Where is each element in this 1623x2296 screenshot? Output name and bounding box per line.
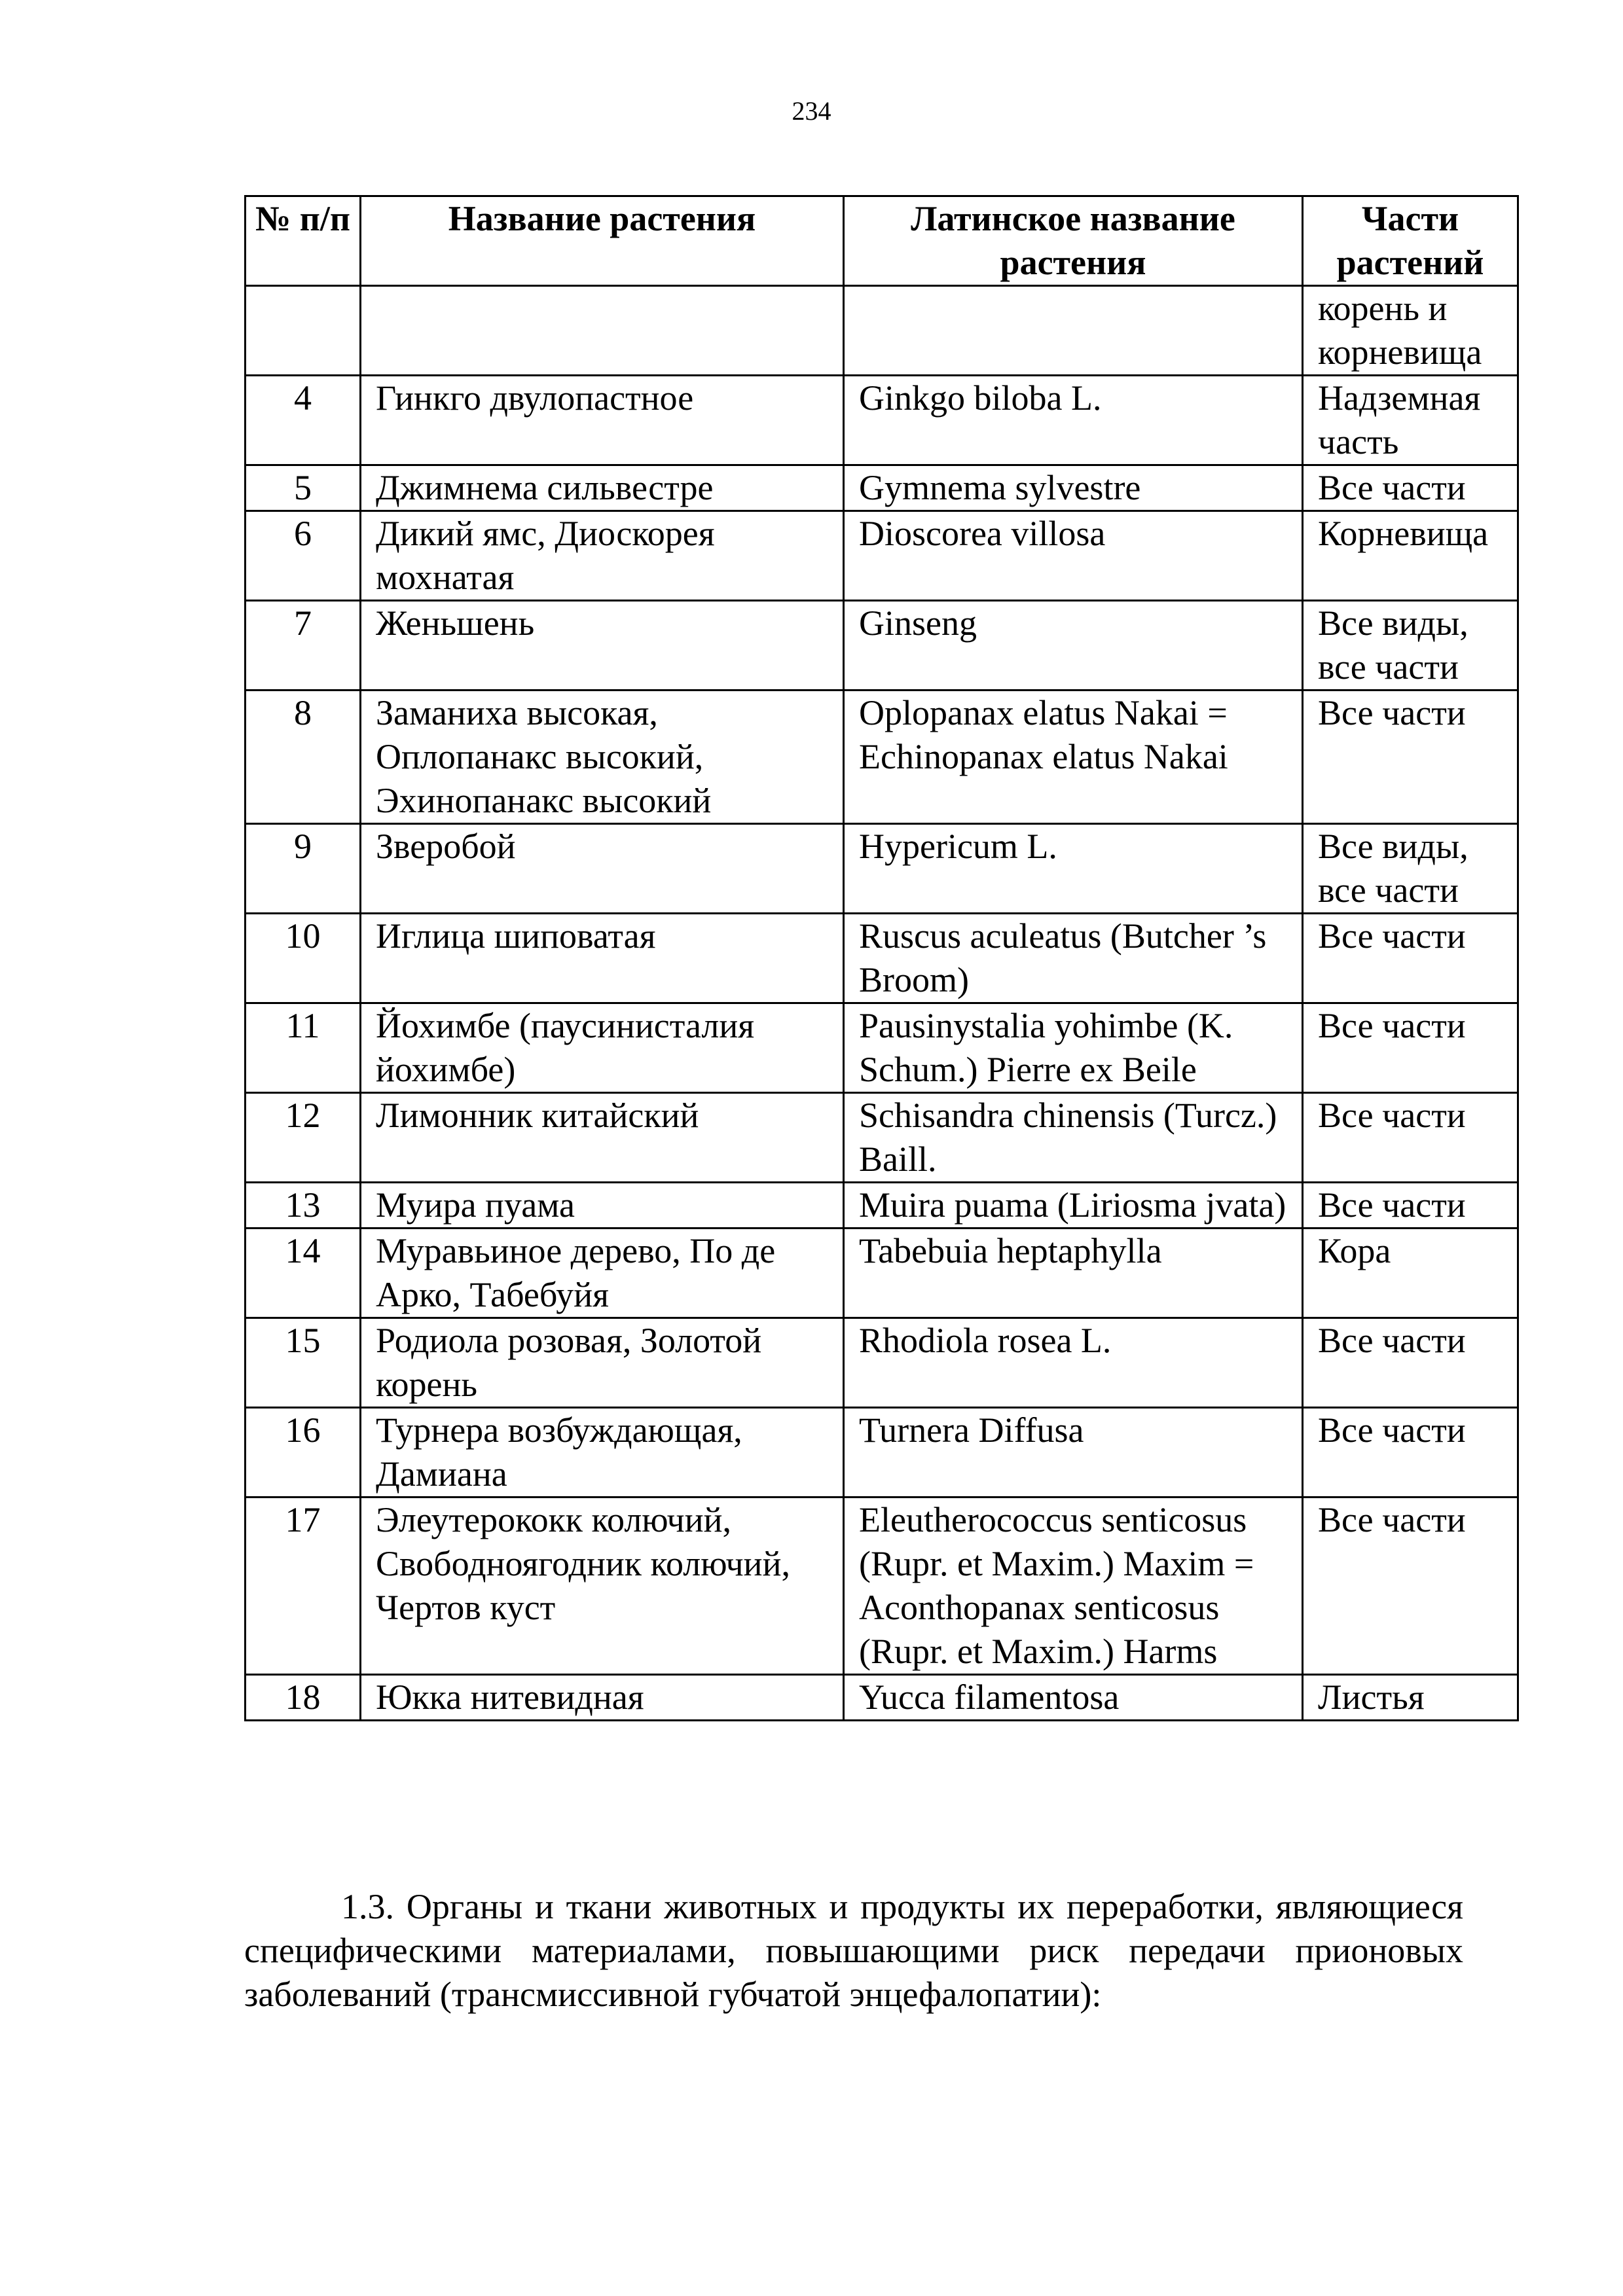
cell-parts: Все части bbox=[1303, 1318, 1518, 1408]
cell-latin: Muira puama (Liriosma jvata) bbox=[844, 1183, 1303, 1229]
cell-num: 13 bbox=[246, 1183, 361, 1229]
table-row bbox=[246, 465, 1518, 511]
cell-parts: Все части bbox=[1303, 1093, 1518, 1183]
page-number: 234 bbox=[792, 96, 831, 126]
cell-name: Муравьиное дерево, По де Арко, Табебуйя bbox=[361, 1229, 844, 1318]
cell-parts: Надземная часть bbox=[1303, 376, 1518, 465]
cell-parts: Все части bbox=[1303, 1003, 1518, 1093]
table-row bbox=[246, 1093, 1518, 1183]
table-row bbox=[246, 376, 1518, 465]
cell-name: Женьшень bbox=[361, 601, 844, 691]
cell-name: Йохимбе (паусинисталия йохимбе) bbox=[361, 1003, 844, 1093]
cell-num: 12 bbox=[246, 1093, 361, 1183]
table-row bbox=[246, 824, 1518, 914]
header-parts: Части растений bbox=[1303, 196, 1518, 286]
cell-parts: Все части bbox=[1303, 1498, 1518, 1675]
cell-num: 9 bbox=[246, 824, 361, 914]
cell-latin: Ruscus aculeatus (Butcher ’s Broom) bbox=[844, 914, 1303, 1003]
cell-parts: Корневища bbox=[1303, 511, 1518, 601]
cell-latin: Turnera Diffusa bbox=[844, 1408, 1303, 1498]
cell-num: 6 bbox=[246, 511, 361, 601]
cell-parts: Все части bbox=[1303, 1183, 1518, 1229]
cell-latin: Yucca filamentosa bbox=[844, 1675, 1303, 1721]
cell-num: 15 bbox=[246, 1318, 361, 1408]
cell-num: 7 bbox=[246, 601, 361, 691]
cell-num: 17 bbox=[246, 1498, 361, 1675]
cell-latin: Hypericum L. bbox=[844, 824, 1303, 914]
cell-name: Юкка нитевидная bbox=[361, 1675, 844, 1721]
cell-latin: Ginseng bbox=[844, 601, 1303, 691]
table-row bbox=[246, 1183, 1518, 1229]
cell-parts: Кора bbox=[1303, 1229, 1518, 1318]
cell-latin bbox=[844, 286, 1303, 376]
table-row bbox=[246, 1229, 1518, 1318]
table-row bbox=[246, 1318, 1518, 1408]
cell-num: 14 bbox=[246, 1229, 361, 1318]
cell-latin: Rhodiola rosea L. bbox=[844, 1318, 1303, 1408]
header-latin: Латинское название растения bbox=[844, 196, 1303, 286]
cell-num: 16 bbox=[246, 1408, 361, 1498]
cell-name: Джимнема сильвестре bbox=[361, 465, 844, 511]
cell-name: Турнера возбуждающая, Дамиана bbox=[361, 1408, 844, 1498]
table-row bbox=[246, 601, 1518, 691]
table-row bbox=[246, 1003, 1518, 1093]
cell-name: Гинкго двулопастное bbox=[361, 376, 844, 465]
table-header-row bbox=[246, 196, 1518, 286]
cell-parts: Все части bbox=[1303, 1408, 1518, 1498]
cell-name: Элеутерококк колючий, Свободноягодник колючий, Чертов куст bbox=[361, 1498, 844, 1675]
cell-latin: Dioscorea villosa bbox=[844, 511, 1303, 601]
cell-num: 11 bbox=[246, 1003, 361, 1093]
cell-latin: Tabebuia heptaphylla bbox=[844, 1229, 1303, 1318]
cell-num: 10 bbox=[246, 914, 361, 1003]
cell-parts: Все части bbox=[1303, 691, 1518, 824]
cell-latin: Pausinystalia yohimbe (K. Schum.) Pierre ex Beile bbox=[844, 1003, 1303, 1093]
cell-num: 4 bbox=[246, 376, 361, 465]
cell-latin: Gymnema sylvestre bbox=[844, 465, 1303, 511]
section-paragraph: 1.3. Органы и ткани животных и продукты их переработки, являющиеся специфическими материалами, повышающими риск передачи прионовых заболеваний (трансмиссивной губчатой энцефалопатии): bbox=[244, 1887, 1463, 2014]
plants-table bbox=[244, 195, 1519, 1721]
cell-name: Муира пуама bbox=[361, 1183, 844, 1229]
cell-parts: корень и корневища bbox=[1303, 286, 1518, 376]
table-row bbox=[246, 286, 1518, 376]
cell-latin: Ginkgo biloba L. bbox=[844, 376, 1303, 465]
table-row bbox=[246, 914, 1518, 1003]
cell-name: Зверобой bbox=[361, 824, 844, 914]
cell-name: Заманиха высокая, Оплопанакс высокий, Эхинопанакс высокий bbox=[361, 691, 844, 824]
table-row bbox=[246, 1408, 1518, 1498]
cell-latin: Oplopanax elatus Nakai = Echinopanax elatus Nakai bbox=[844, 691, 1303, 824]
cell-num: 8 bbox=[246, 691, 361, 824]
cell-latin: Schisandra chinensis (Turcz.) Baill. bbox=[844, 1093, 1303, 1183]
cell-parts: Все виды, все части bbox=[1303, 601, 1518, 691]
cell-num: 5 bbox=[246, 465, 361, 511]
header-num: № п/п bbox=[246, 196, 361, 286]
cell-name bbox=[361, 286, 844, 376]
cell-num bbox=[246, 286, 361, 376]
cell-latin: Eleutherococcus senticosus (Rupr. et Maxim.) Maxim = Aconthopanax senticosus (Rupr. et Maxim.) Harms bbox=[844, 1498, 1303, 1675]
header-name: Название растения bbox=[361, 196, 844, 286]
cell-parts: Все части bbox=[1303, 465, 1518, 511]
cell-parts: Листья bbox=[1303, 1675, 1518, 1721]
table-row bbox=[246, 511, 1518, 601]
table-row bbox=[246, 1675, 1518, 1721]
cell-name: Иглица шиповатая bbox=[361, 914, 844, 1003]
table-row bbox=[246, 1498, 1518, 1675]
cell-name: Родиола розовая, Золотой корень bbox=[361, 1318, 844, 1408]
cell-parts: Все части bbox=[1303, 914, 1518, 1003]
cell-num: 18 bbox=[246, 1675, 361, 1721]
table-row bbox=[246, 691, 1518, 824]
cell-name: Дикий ямс, Диоскорея мохнатая bbox=[361, 511, 844, 601]
cell-name: Лимонник китайский bbox=[361, 1093, 844, 1183]
cell-parts: Все виды, все части bbox=[1303, 824, 1518, 914]
